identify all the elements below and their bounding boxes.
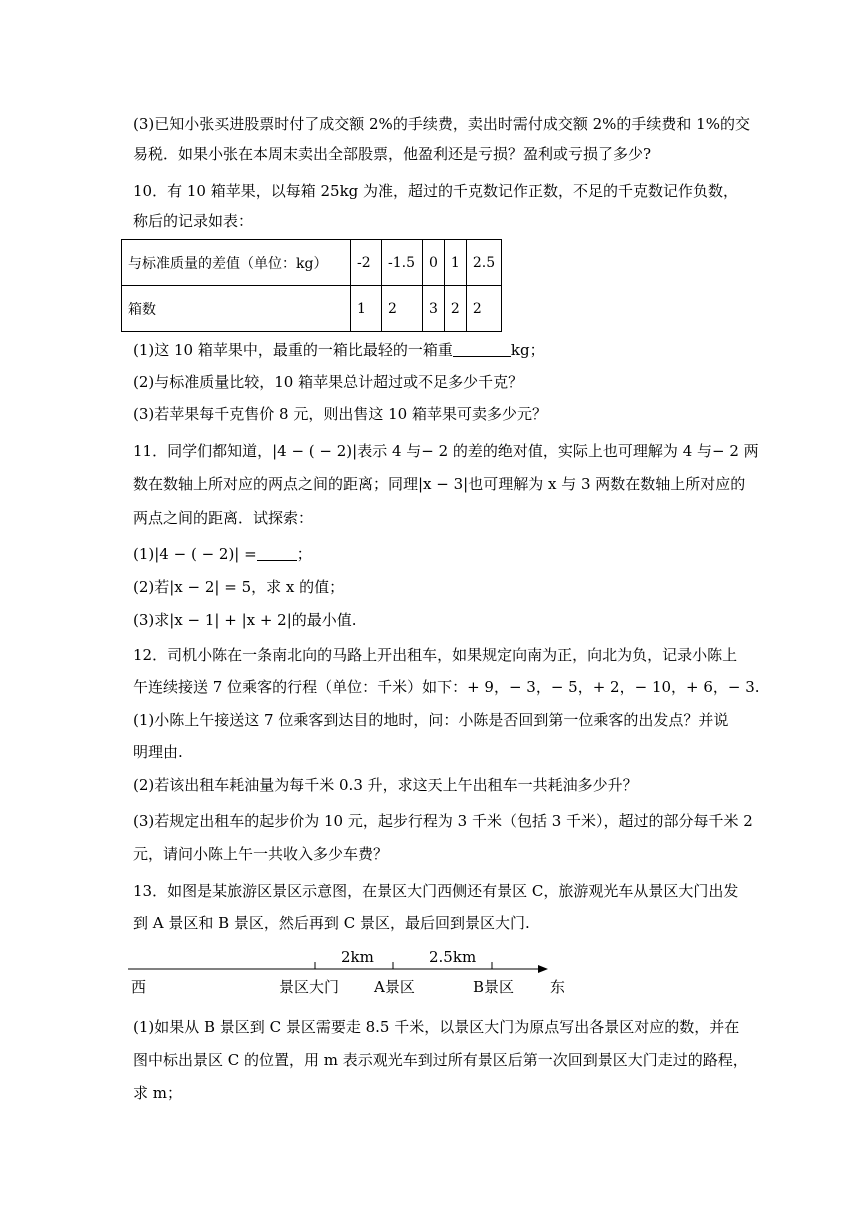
sub-question: (3)若规定出租车的起步价为 10 元，起步行程为 3 千米（包括 3 千米），超过的部分每千米 2 (133, 812, 753, 830)
text-line: 易税．如果小张在本周末卖出全部股票，他盈利还是亏损？盈利或亏损了多少? (133, 145, 652, 163)
table-cell: 与标准质量的差值（单位：kg） (122, 240, 351, 286)
question-stem: 12．司机小陈在一条南北向的马路上开出租车，如果规定向南为正，向北为负，记录小陈上 (133, 646, 738, 664)
table-cell: 2 (382, 286, 423, 332)
question-stem: 13．如图是某旅游区景区示意图，在景区大门西侧还有景区 C，旅游观光车从景区大门出发 (133, 882, 739, 900)
sub-question: (3)求|x − 1| + |x + 2|的最小值. (133, 611, 357, 629)
question-stem: 到 A 景区和 B 景区，然后再到 C 景区，最后回到景区大门. (133, 914, 530, 932)
table-cell: -2 (351, 240, 382, 286)
table-cell: 0 (423, 240, 445, 286)
sub-question: (2)与标准质量比较，10 箱苹果总计超过或不足多少千克？ (133, 373, 524, 391)
table-cell: 2 (466, 286, 501, 332)
table-cell: 1 (444, 240, 466, 286)
table-cell: 3 (423, 286, 445, 332)
gate-label: 景区大门 (279, 978, 340, 996)
table-row (122, 286, 502, 332)
east-label: 东 (550, 978, 566, 996)
arrow-head (538, 965, 548, 973)
sub-question: 图中标出景区 C 的位置，用 m 表示观光车到过所有景区后第一次回到景区大门走过的路程， (133, 1051, 748, 1069)
a-label: A景区 (374, 978, 415, 996)
question-stem: 11．同学们都知道，|4 − ( − 2)|表示 4 与− 2 的差的绝对值，实际上也可理解为 4 与− 2 两 (133, 442, 759, 460)
sub-question: (1)|4 − ( − 2)| = ； (133, 545, 312, 563)
table-cell: 1 (351, 286, 382, 332)
question-stem: 午连续接送 7 位乘客的行程（单位：千米）如下：+ 9，− 3，− 5，+ 2，− 10，+ 6，− 3. (133, 678, 760, 696)
text-line: (3)已知小张买进股票时付了成交额 2%的手续费，卖出时需付成交额 2%的手续费和 1%的交 (133, 115, 750, 133)
question-stem: 称后的记录如表： (133, 212, 254, 230)
question-stem: 10．有 10 箱苹果，以每箱 25kg 为准，超过的千克数记作正数，不足的千克数记作负数， (133, 182, 739, 200)
sub-question: (2)若|x − 2| = 5，求 x 的值； (133, 578, 345, 596)
scenic-area-diagram (120, 942, 580, 1002)
sub-question: (1)这 10 箱苹果中，最重的一箱比最轻的一箱重 kg； (133, 341, 545, 359)
table-cell: 2.5 (466, 240, 501, 286)
distance-label: 2km (341, 948, 374, 966)
answer-blank[interactable] (453, 342, 511, 357)
question-stem: 两点之间的距离．试探索： (133, 509, 314, 527)
sub-question: 明理由. (133, 743, 183, 761)
table-cell: 箱数 (122, 286, 351, 332)
sub-question: (2)若该出租车耗油量为每千米 0.3 升，求这天上午出租车一共耗油多少升？ (133, 776, 638, 794)
question-stem: 数在数轴上所对应的两点之间的距离；同理|x − 3|也可理解为 x 与 3 两数在数轴上所对应的 (133, 475, 746, 493)
record-table (121, 239, 502, 332)
b-label: B景区 (473, 978, 515, 996)
answer-blank[interactable] (257, 546, 297, 561)
distance-label: 2.5km (429, 948, 477, 966)
sub-question: 元，请问小陈上午一共收入多少车费？ (133, 845, 389, 863)
sub-question: (1)小陈上午接送这 7 位乘客到达目的地时，问：小陈是否回到第一位乘客的出发点？并说 (133, 711, 729, 729)
west-label: 西 (131, 978, 147, 996)
sub-question: (1)如果从 B 景区到 C 景区需要走 8.5 千米，以景区大门为原点写出各景区对应的数，并在 (133, 1018, 740, 1036)
table-cell: 2 (444, 286, 466, 332)
table-cell: -1.5 (382, 240, 423, 286)
table-row (122, 240, 502, 286)
sub-question: 求 m； (133, 1084, 182, 1102)
sub-question: (3)若苹果每千克售价 8 元，则出售这 10 箱苹果可卖多少元？ (133, 405, 547, 423)
